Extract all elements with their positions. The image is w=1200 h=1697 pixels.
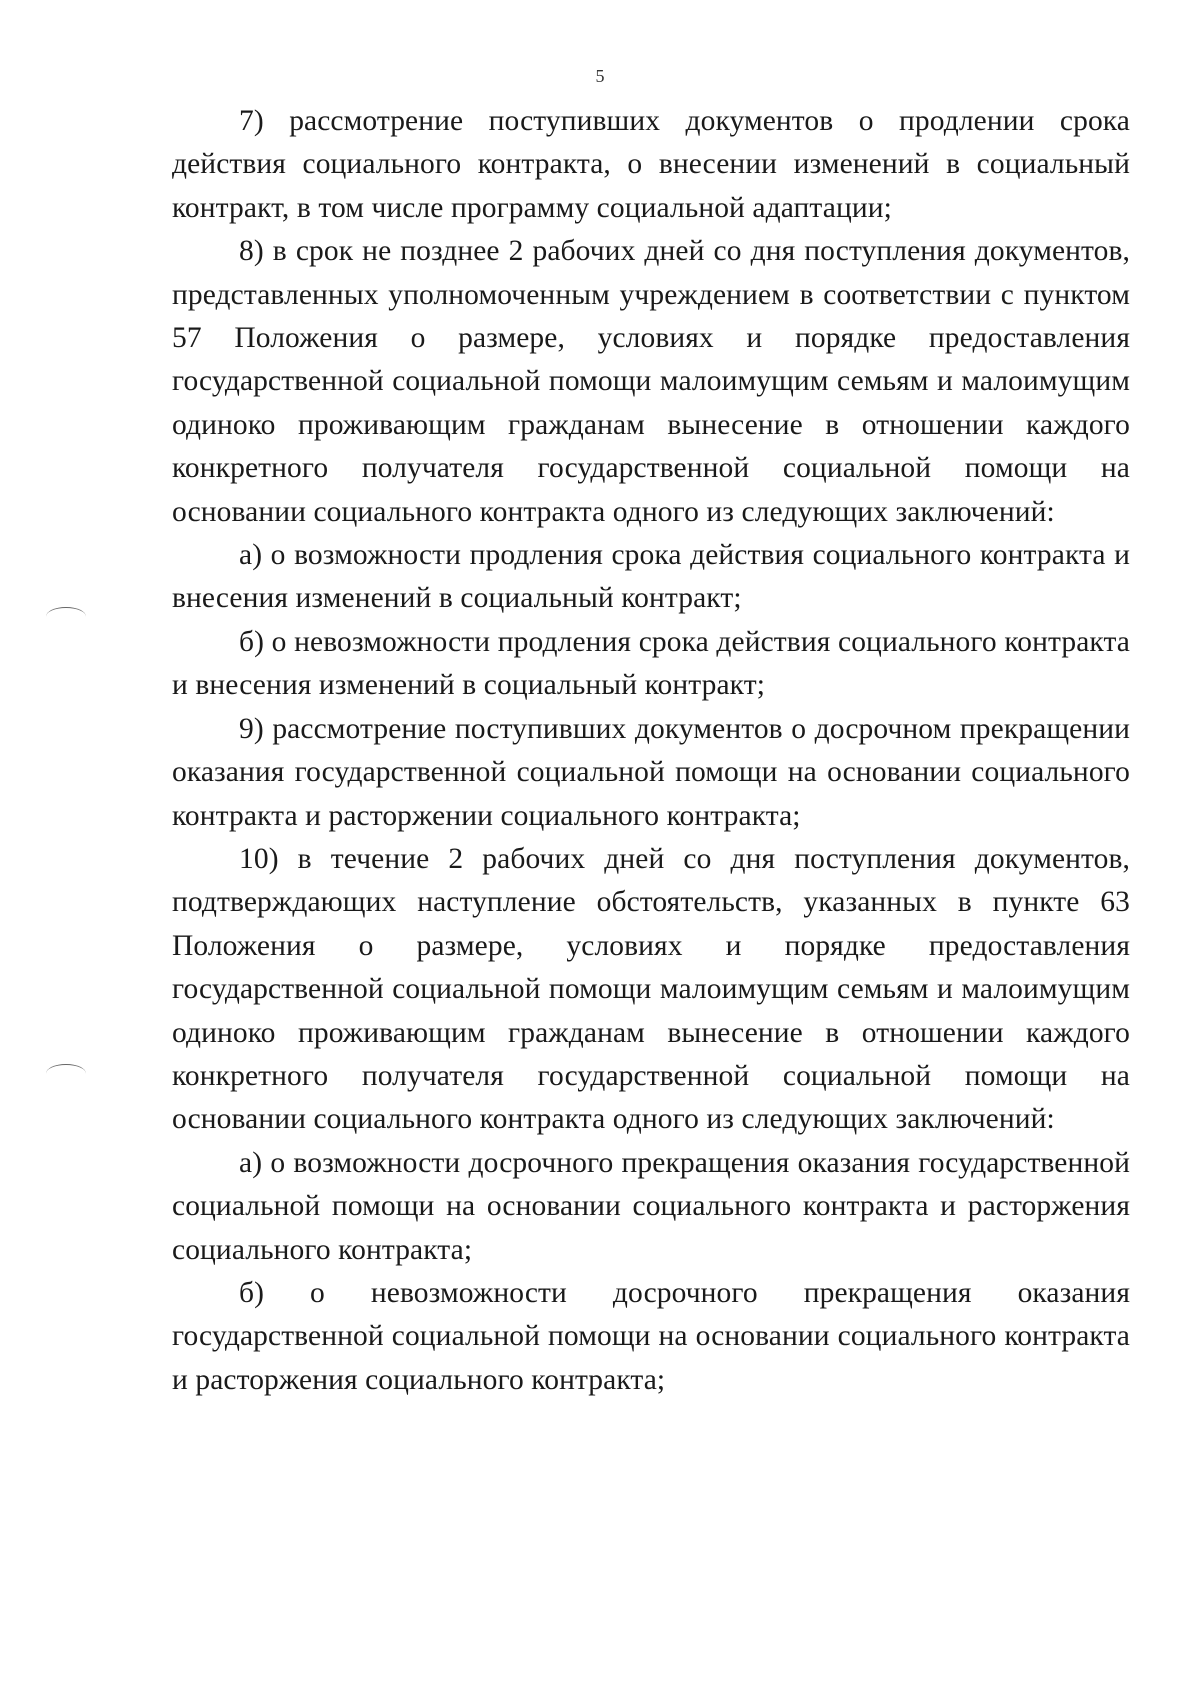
paragraph-subitem-10a: а) о возможности досрочного прекращения оказания государственной социальной помощи на основании социального контракта и расторжения социального контракта; <box>172 1146 1130 1266</box>
punch-hole-mark <box>46 607 86 626</box>
paragraph-item-10: 10) в течение 2 рабочих дней со дня поступления документов, подтверждающих наступление обстоятельств, указанных в пункте 63 Положения о размере, условиях и порядке предоставления государственной социальной помощи малоимущим семьям и малоимущим одиноко проживающим гражданам вынесение в отношении каждого конкретного получателя государственной социальной помощи на основании социального контракта одного из следующих заключений: <box>172 842 1130 1136</box>
paragraph-subitem-8a: а) о возможности продления срока действия социального контракта и внесения изменений в социальный контракт; <box>172 539 1130 615</box>
document-body <box>172 100 1130 1402</box>
paragraph-subitem-10b: б) о невозможности досрочного прекращения оказания государственной социальной помощи на основании социального контракта и расторжения социального контракта; <box>172 1276 1130 1396</box>
punch-hole-mark <box>46 1064 86 1083</box>
paragraph-subitem-8b: б) о невозможности продления срока действия социального контракта и внесения изменений в социальный контракт; <box>172 625 1130 702</box>
page-number: 5 <box>595 66 605 86</box>
paragraph-item-8: 8) в срок не позднее 2 рабочих дней со дня поступления документов, представленных уполномоченным учреждением в соответствии с пунктом 57 Положения о размере, условиях и порядке предоставления государственной социальной помощи малоимущим семьям и малоимущим одиноко проживающим гражданам вынесение в отношении каждого конкретного получателя государственной социальной помощи на основании социального контракта одного из следующих заключений: <box>172 235 1130 528</box>
paragraph-item-9: 9) рассмотрение поступивших документов о досрочном прекращении оказания государственной социальной помощи на основании социального контракта и расторжении социального контракта; <box>172 712 1130 832</box>
paragraph-item-7: 7) рассмотрение поступивших документов о продлении срока действия социального контракта, о внесении изменений в социальный контракт, в том числе программу социальной адаптации; <box>172 105 1130 224</box>
